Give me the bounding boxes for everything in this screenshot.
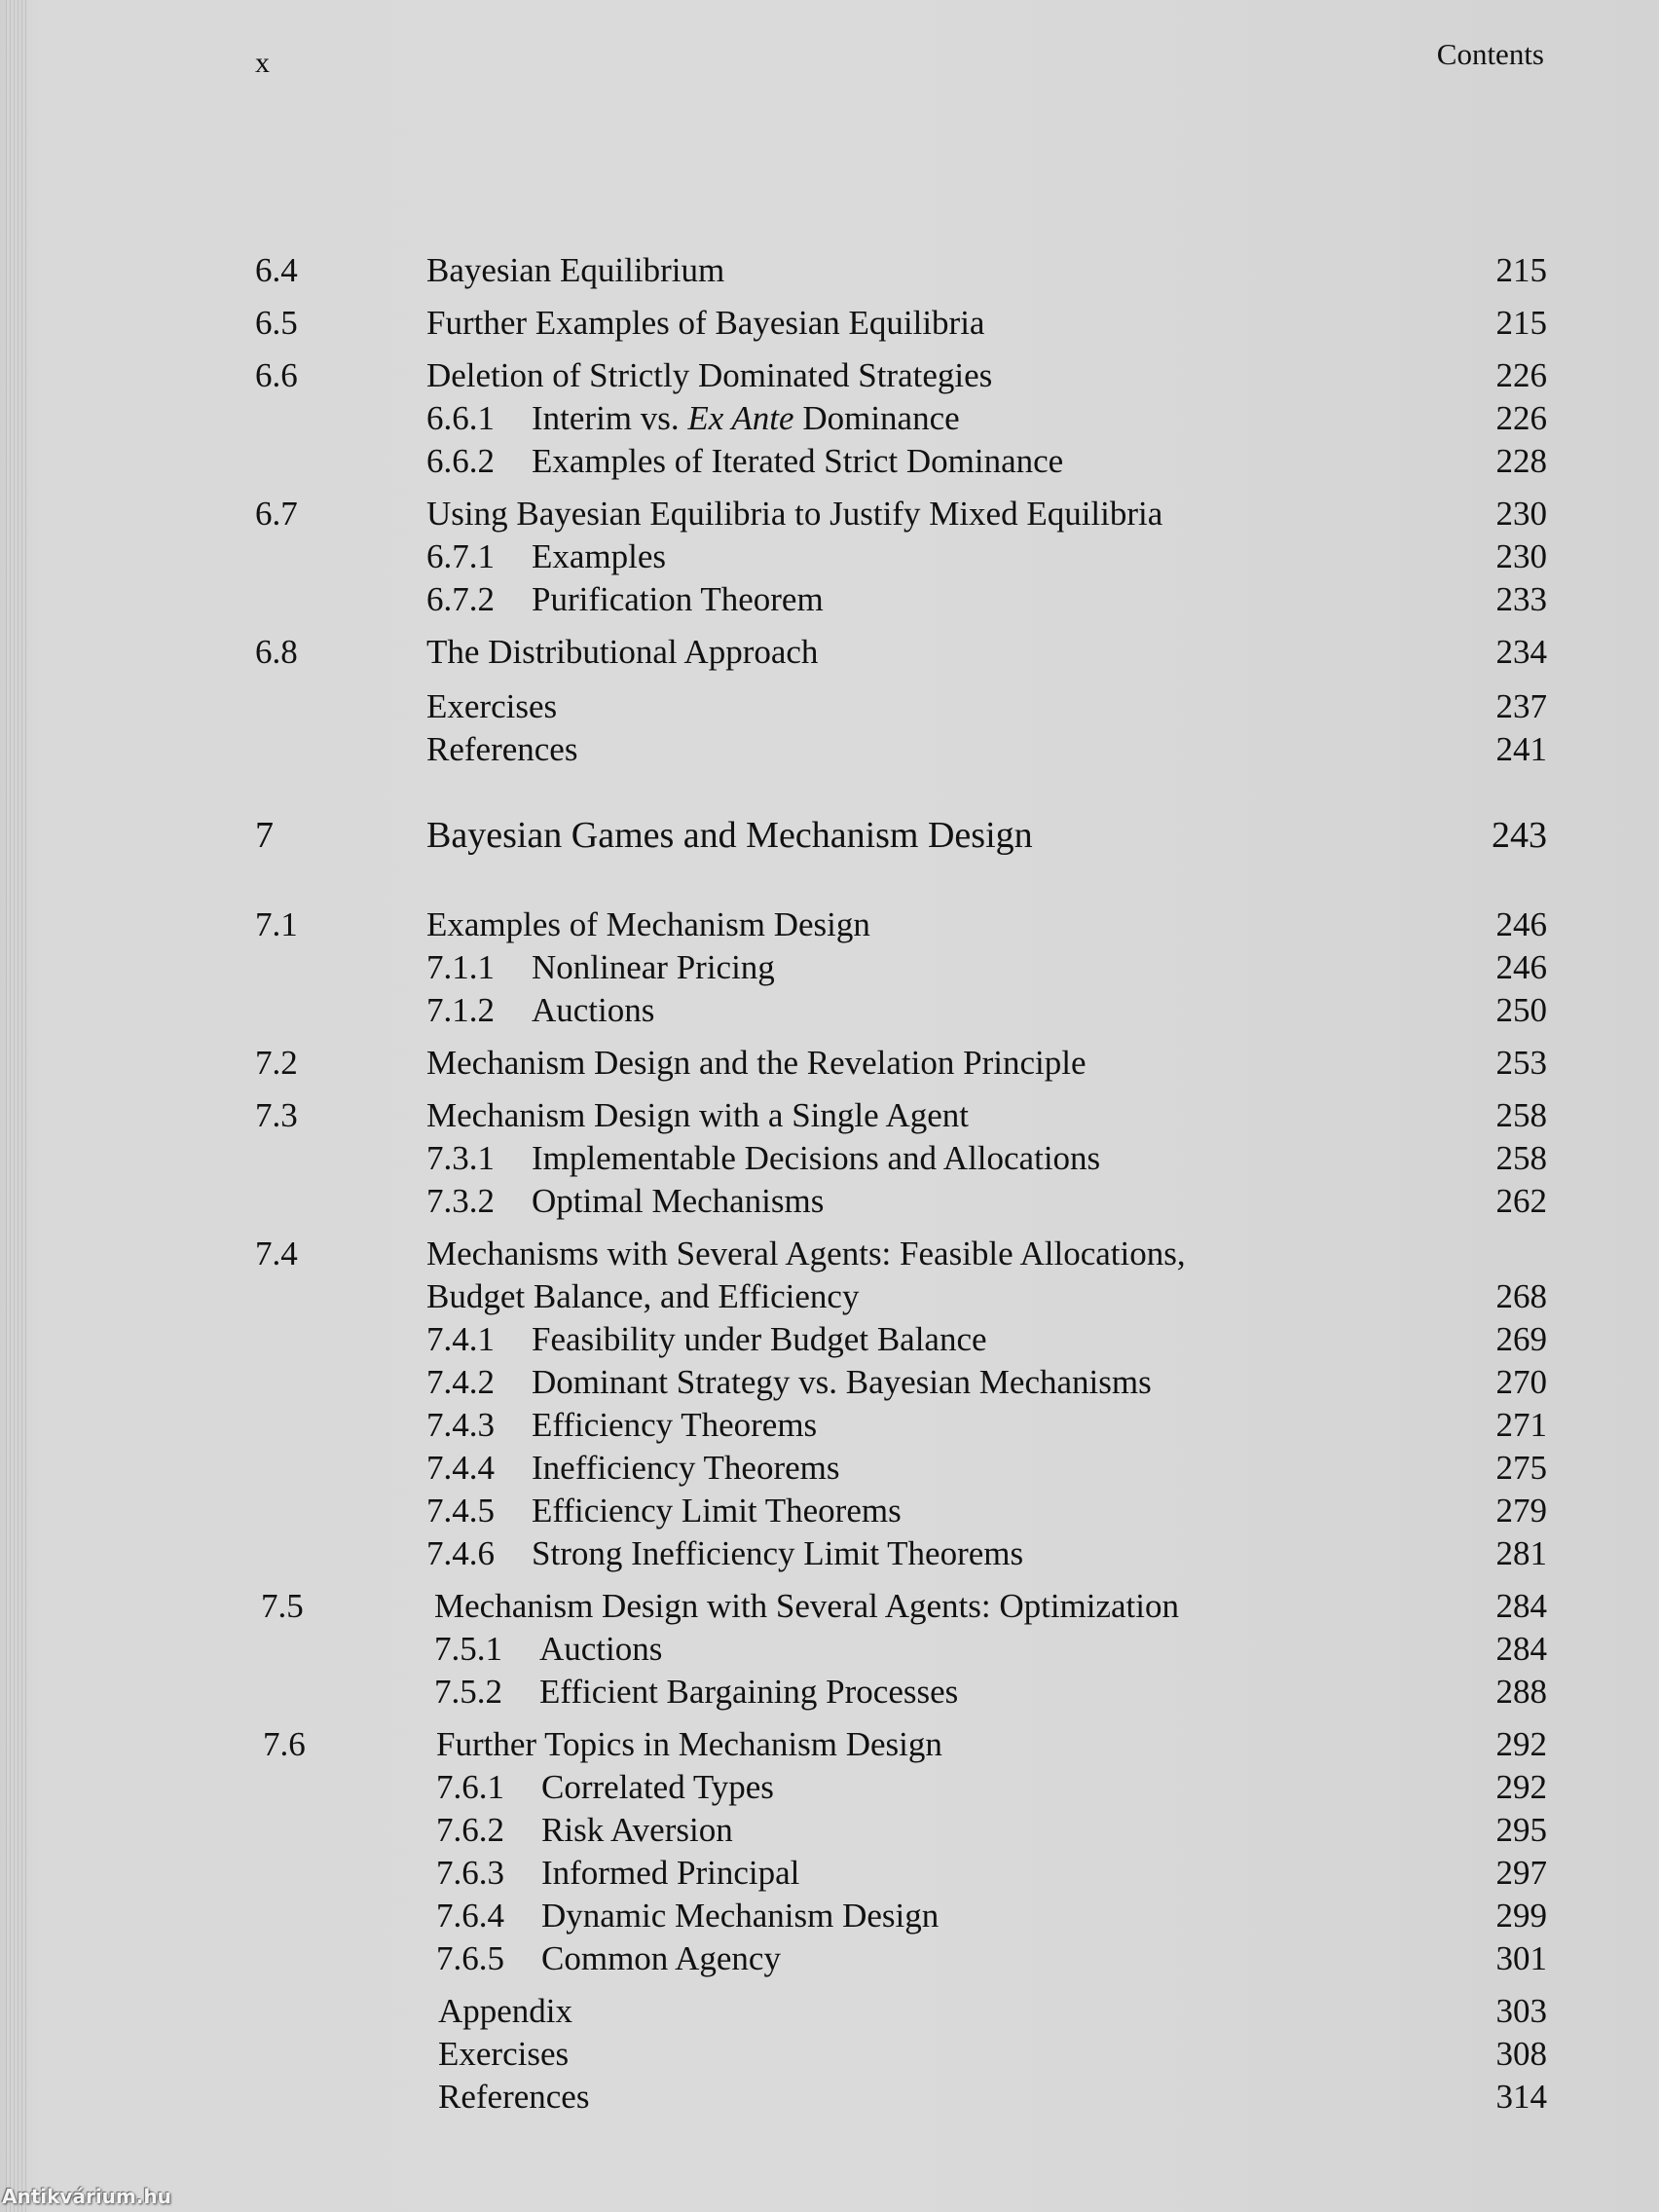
running-title: Contents — [1436, 37, 1544, 71]
section-number: 7.2 — [255, 1044, 298, 1082]
toc-entry — [0, 578, 1659, 621]
section-number: 6.5 — [255, 304, 298, 342]
page-ref: 226 — [1495, 356, 1547, 394]
section-title: Mechanisms with Several Agents: Feasible Allocations, — [426, 1235, 1186, 1272]
page-ref: 297 — [1495, 1854, 1547, 1892]
toc-entry — [0, 493, 1659, 535]
page-ref: 226 — [1495, 399, 1547, 437]
subsection-number: 7.5.2 — [434, 1673, 502, 1711]
section-title: The Distributional Approach — [426, 633, 819, 671]
page-ref: 288 — [1495, 1673, 1547, 1711]
toc-entry — [0, 989, 1659, 1032]
toc-entry — [0, 535, 1659, 578]
subsection-title: Nonlinear Pricing — [532, 948, 775, 986]
page-ref: 308 — [1495, 2035, 1547, 2073]
backmatter-title: Exercises — [438, 2035, 570, 2073]
section-title: Further Topics in Mechanism Design — [436, 1725, 942, 1763]
section-number: 7.4 — [255, 1235, 298, 1272]
subsection-number: 6.7.2 — [426, 580, 495, 618]
section-title: Mechanism Design with Several Agents: Optimization — [434, 1587, 1180, 1625]
toc-entry — [0, 1447, 1659, 1490]
toc-entry — [0, 1766, 1659, 1809]
section-number: 6.8 — [255, 633, 298, 671]
page-ref: 279 — [1495, 1492, 1547, 1530]
subsection-title: Examples of Iterated Strict Dominance — [532, 442, 1064, 480]
subsection-title: Efficiency Limit Theorems — [532, 1492, 902, 1530]
toc-entry — [0, 946, 1659, 989]
toc-entry — [0, 302, 1659, 345]
subsection-number: 7.3.1 — [426, 1139, 495, 1177]
subsection-title: Correlated Types — [541, 1768, 774, 1806]
subsection-number: 7.4.3 — [426, 1406, 495, 1444]
subsection-title: Efficient Bargaining Processes — [539, 1673, 959, 1711]
subsection-number: 7.3.2 — [426, 1182, 495, 1220]
toc-entry — [0, 1490, 1659, 1532]
page-ref: 234 — [1495, 633, 1547, 671]
subsection-title: Auctions — [532, 991, 655, 1029]
subsection-number: 7.6.3 — [436, 1854, 504, 1892]
backmatter-title: Appendix — [438, 1992, 573, 2030]
toc-entry — [0, 1937, 1659, 1980]
subsection-number: 7.4.4 — [426, 1449, 495, 1487]
toc-entry — [0, 1723, 1659, 1766]
toc-entry — [0, 1628, 1659, 1671]
subsection-number: 7.4.1 — [426, 1320, 495, 1358]
toc-entry — [0, 249, 1659, 292]
subsection-number: 6.6.2 — [426, 442, 495, 480]
subsection-title: Purification Theorem — [532, 580, 824, 618]
subsection-number: 7.4.5 — [426, 1492, 495, 1530]
toc-entry — [0, 2033, 1659, 2076]
page-ref: 228 — [1495, 442, 1547, 480]
toc-entry — [0, 1361, 1659, 1404]
toc-entry — [0, 1137, 1659, 1180]
page-ref: 246 — [1495, 905, 1547, 943]
subsection-number: 7.4.6 — [426, 1534, 495, 1572]
toc-entry — [0, 1180, 1659, 1223]
page-ref: 269 — [1495, 1320, 1547, 1358]
page-ref: 314 — [1495, 2078, 1547, 2116]
toc-entry — [0, 728, 1659, 771]
subsection-title: Implementable Decisions and Allocations — [532, 1139, 1101, 1177]
subsection-title: Risk Aversion — [541, 1811, 733, 1849]
subsection-title: Inefficiency Theorems — [532, 1449, 840, 1487]
toc-entry — [0, 1404, 1659, 1447]
subsection-number: 7.1.1 — [426, 948, 495, 986]
page-ref: 275 — [1495, 1449, 1547, 1487]
section-number: 7.6 — [263, 1725, 306, 1763]
toc-entry — [0, 354, 1659, 397]
page-ref: 215 — [1495, 304, 1547, 342]
subsection-number: 7.6.5 — [436, 1939, 504, 1977]
page-ref: 258 — [1495, 1139, 1547, 1177]
section-title: Further Examples of Bayesian Equilibria — [426, 304, 985, 342]
page-ref: 271 — [1495, 1406, 1547, 1444]
page-ref: 301 — [1495, 1939, 1547, 1977]
subsection-title: Optimal Mechanisms — [532, 1182, 825, 1220]
backmatter-title: References — [426, 730, 578, 768]
section-number: 6.4 — [255, 251, 298, 289]
page-ref: 230 — [1495, 495, 1547, 533]
page-ref: 284 — [1495, 1630, 1547, 1668]
toc-entry — [0, 631, 1659, 674]
subsection-number: 7.5.1 — [434, 1630, 502, 1668]
page-ref: 230 — [1495, 537, 1547, 575]
toc-entry — [0, 685, 1659, 728]
section-title: Mechanism Design with a Single Agent — [426, 1096, 970, 1134]
page-ref: 281 — [1495, 1534, 1547, 1572]
page-ref: 268 — [1495, 1277, 1547, 1315]
subsection-number: 7.4.2 — [426, 1363, 495, 1401]
subsection-number: 6.7.1 — [426, 537, 495, 575]
section-title-continued: Budget Balance, and Efficiency — [426, 1277, 860, 1315]
page-ref: 237 — [1495, 687, 1547, 725]
subsection-title: Common Agency — [541, 1939, 781, 1977]
page-ref: 250 — [1495, 991, 1547, 1029]
section-title: Mechanism Design and the Revelation Principle — [426, 1044, 1087, 1082]
subsection-title: Informed Principal — [541, 1854, 800, 1892]
section-number: 7.3 — [255, 1096, 298, 1134]
toc-entry — [0, 1233, 1659, 1275]
subsection-number: 7.1.2 — [426, 991, 495, 1029]
page-ref: 253 — [1495, 1044, 1547, 1082]
subsection-title: Strong Inefficiency Limit Theorems — [532, 1534, 1024, 1572]
page-ref: 215 — [1495, 251, 1547, 289]
page-ref: 292 — [1495, 1725, 1547, 1763]
subsection-title: Efficiency Theorems — [532, 1406, 818, 1444]
page-ref: 233 — [1495, 580, 1547, 618]
subsection-title: Dynamic Mechanism Design — [541, 1897, 940, 1935]
chapter-title: Bayesian Games and Mechanism Design — [426, 815, 1033, 856]
toc-chapter-entry — [0, 814, 1659, 857]
page-ref: 243 — [1492, 815, 1547, 856]
subsection-title: Examples — [532, 537, 667, 575]
subsection-title: Interim vs. Ex Ante Dominance — [532, 399, 960, 437]
toc-entry — [0, 1852, 1659, 1895]
page-ref: 258 — [1495, 1096, 1547, 1134]
subsection-number: 7.6.2 — [436, 1811, 504, 1849]
section-number: 6.7 — [255, 495, 298, 533]
page-ref: 270 — [1495, 1363, 1547, 1401]
section-number: 7.1 — [255, 905, 298, 943]
page-ref: 299 — [1495, 1897, 1547, 1935]
subsection-title: Auctions — [539, 1630, 663, 1668]
toc-entry — [0, 2076, 1659, 2119]
section-title: Examples of Mechanism Design — [426, 905, 870, 943]
subsection-number: 6.6.1 — [426, 399, 495, 437]
toc-entry — [0, 397, 1659, 440]
toc-entry — [0, 1318, 1659, 1361]
section-number: 6.6 — [255, 356, 298, 394]
toc-entry — [0, 440, 1659, 483]
toc-entry — [0, 1671, 1659, 1714]
page-ref: 241 — [1495, 730, 1547, 768]
page-ref: 292 — [1495, 1768, 1547, 1806]
section-title: Using Bayesian Equilibria to Justify Mixed Equilibria — [426, 495, 1163, 533]
toc-entry — [0, 1042, 1659, 1085]
toc-entry — [0, 1585, 1659, 1628]
page-ref: 303 — [1495, 1992, 1547, 2030]
subsection-title: Feasibility under Budget Balance — [532, 1320, 987, 1358]
page-ref: 246 — [1495, 948, 1547, 986]
backmatter-title: Exercises — [426, 687, 558, 725]
toc-entry-continuation — [0, 1275, 1659, 1318]
subsection-number: 7.6.1 — [436, 1768, 504, 1806]
page-ref: 295 — [1495, 1811, 1547, 1849]
page-ref: 262 — [1495, 1182, 1547, 1220]
toc-entry — [0, 1532, 1659, 1575]
toc-entry — [0, 1895, 1659, 1937]
backmatter-title: References — [438, 2078, 590, 2116]
toc-entry — [0, 1094, 1659, 1137]
page-ref: 284 — [1495, 1587, 1547, 1625]
subsection-title: Dominant Strategy vs. Bayesian Mechanisms — [532, 1363, 1152, 1401]
section-title: Deletion of Strictly Dominated Strategies — [426, 356, 993, 394]
watermark: Antikvárium.hu — [2, 2185, 171, 2208]
section-title: Bayesian Equilibrium — [426, 251, 725, 289]
toc-entry — [0, 1990, 1659, 2033]
toc-entry — [0, 903, 1659, 946]
subsection-number: 7.6.4 — [436, 1897, 504, 1935]
chapter-number: 7 — [255, 815, 274, 856]
section-number: 7.5 — [261, 1587, 304, 1625]
page-number: x — [255, 47, 270, 79]
toc-entry — [0, 1809, 1659, 1852]
